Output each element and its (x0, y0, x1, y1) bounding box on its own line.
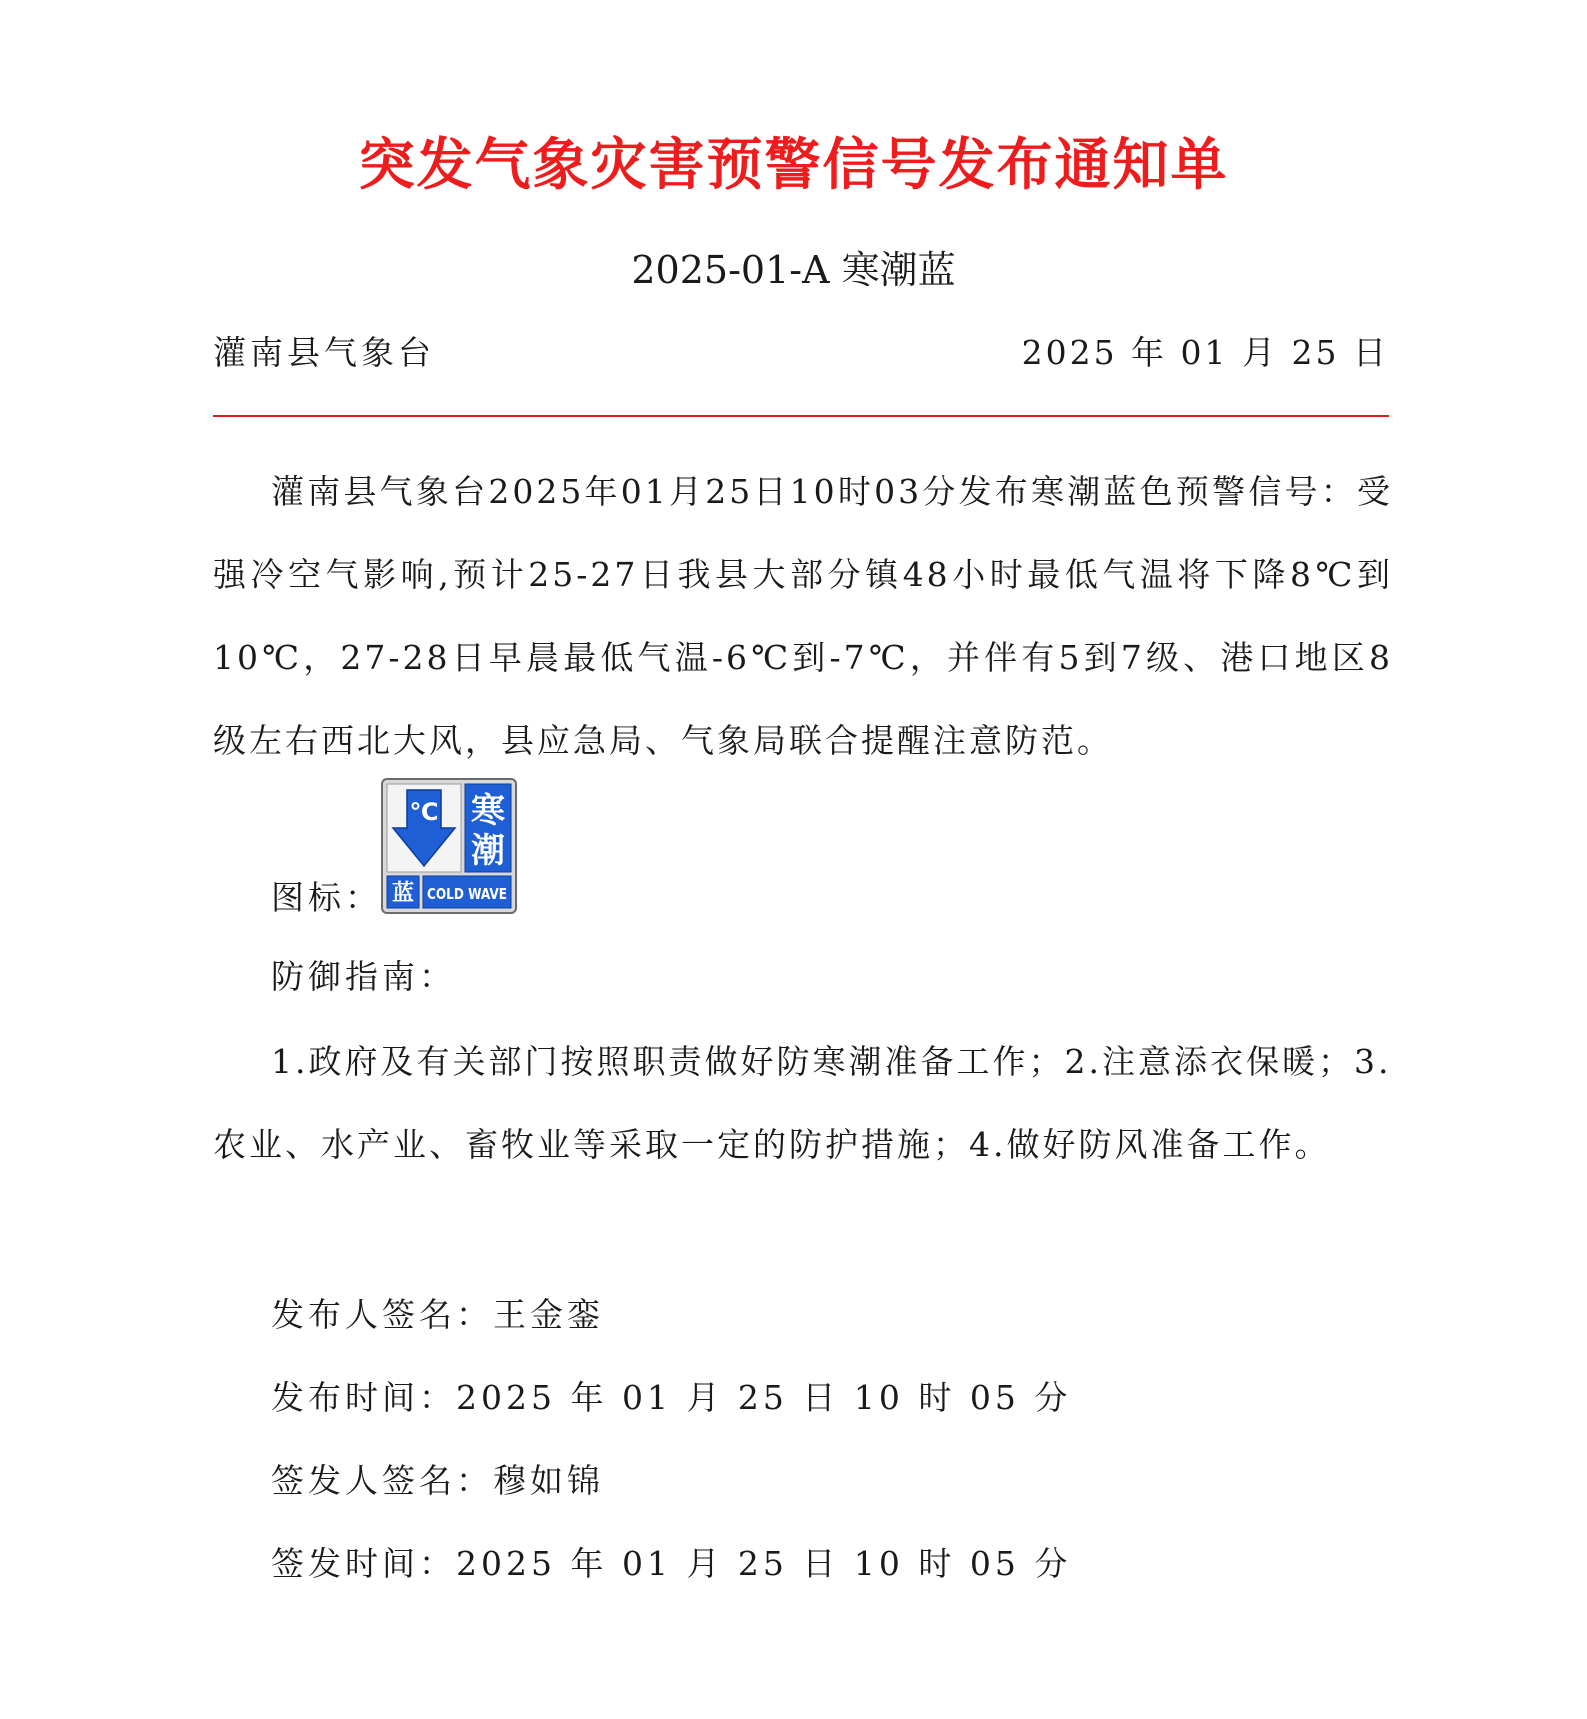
signal-name-line2: 潮 (471, 831, 505, 871)
icon-label: 图标： (271, 878, 382, 917)
signal-english: COLD WAVE (427, 885, 507, 903)
cold-wave-blue-signal-icon (381, 778, 517, 914)
document-subtitle: 2025-01-A 寒潮蓝 (631, 248, 956, 292)
issue-date: 2025 年 01 月 25 日 (1021, 333, 1389, 372)
signal-level: 蓝 (391, 881, 415, 906)
approve-time: 签发时间：2025 年 01 月 25 日 10 时 05 分 (271, 1544, 1072, 1583)
warning-body: 灌南县气象台2025年01月25日10时03分发布寒潮蓝色预警信号：受强冷空气影响,预计25-27日我县大部分镇48小时最低气温将下降8℃到10℃，27-28日早晨最低气温-6℃到-7℃，并伴有5到7级、港口地区8级左右西北大风，县应急局、气象局联合提醒注意防范。 (213, 472, 1393, 760)
guide-heading: 防御指南： (271, 957, 456, 996)
signal-name-line1: 寒 (471, 791, 505, 831)
publisher-signature: 发布人签名：王金銮 (271, 1295, 604, 1334)
publish-time: 发布时间：2025 年 01 月 25 日 10 时 05 分 (271, 1378, 1072, 1417)
approver-signature: 签发人签名：穆如锦 (271, 1461, 604, 1500)
document-title: 突发气象灾害预警信号发布通知单 (358, 132, 1229, 198)
signal-unit: ℃ (409, 798, 439, 826)
issuer-name: 灌南县气象台 (213, 333, 435, 372)
red-divider (213, 415, 1389, 417)
guide-text: 1.政府及有关部门按照职责做好防寒潮准备工作；2.注意添衣保暖；3.农业、水产业、畜牧业等采取一定的防护措施；4.做好防风准备工作。 (213, 1042, 1392, 1164)
